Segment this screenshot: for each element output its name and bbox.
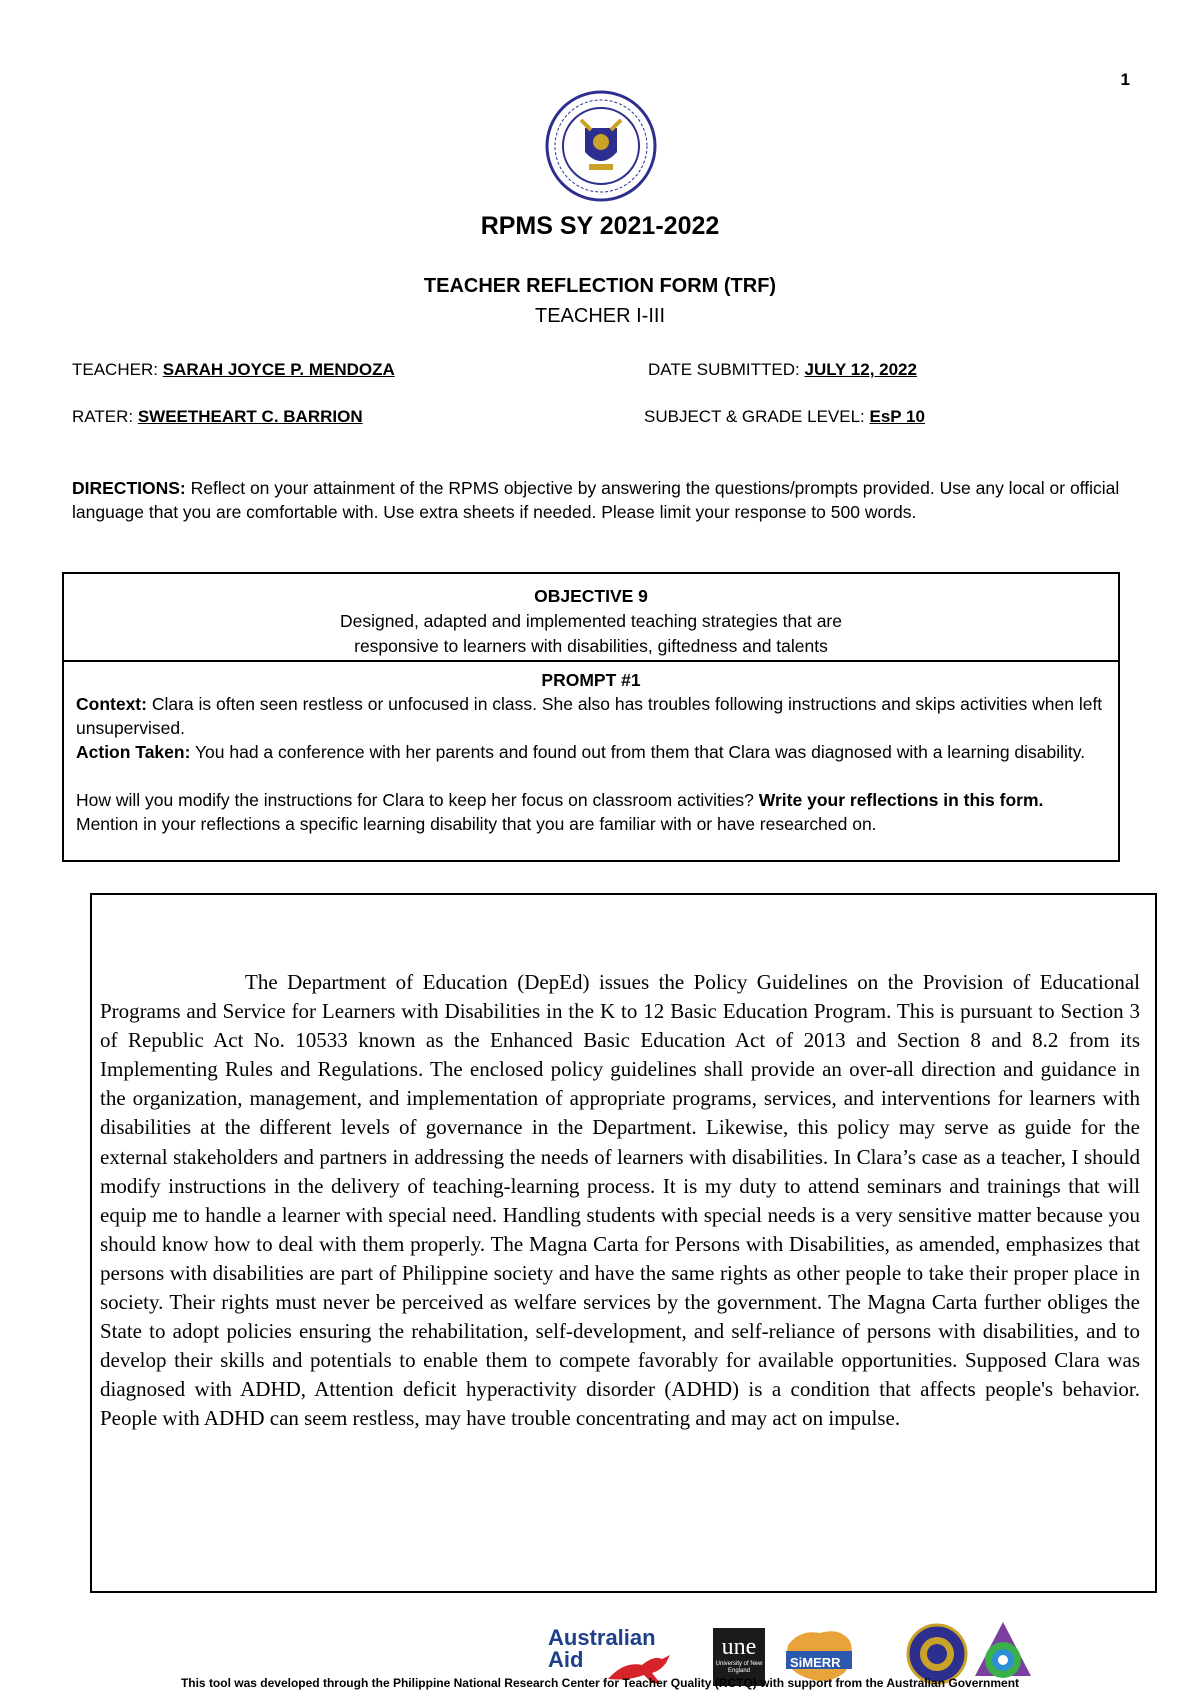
footer-credit: This tool was developed through the Philippine National Research Center for Teacher Quality (RCTQ) with support from the Australian Government	[180, 1676, 1020, 1690]
aus-line-1: Australian	[548, 1625, 656, 1650]
prompt-action	[76, 740, 1106, 764]
objective-line-2: responsive to learners with disabilities, giftedness and talents	[354, 636, 828, 656]
form-name: TEACHER REFLECTION FORM (TRF)	[423, 275, 777, 297]
page-number: 1	[1120, 70, 1130, 89]
rctq-logo	[973, 1620, 1033, 1684]
objective-box	[62, 572, 1120, 862]
question-bold: Write your reflections in this form.	[758, 790, 1044, 810]
page-title: RPMS SY 2021-2022	[480, 212, 720, 240]
subject-value: EsP 10	[869, 407, 925, 426]
deped-seal-logo	[545, 90, 657, 202]
aus-line-2: Aid	[548, 1647, 584, 1672]
smerr-word: SiMERR	[790, 1655, 841, 1670]
une-word: une	[721, 1634, 757, 1660]
objective-heading: OBJECTIVE 9	[534, 586, 648, 606]
rater-field	[72, 407, 363, 427]
directions	[72, 476, 1132, 524]
teacher-label: TEACHER:	[72, 360, 158, 379]
context-label: Context:	[76, 694, 147, 714]
date-label: DATE SUBMITTED:	[648, 360, 800, 379]
context-text: Clara is often seen restless or unfocused in class. She also has troubles following instructions and skips activities when left unsupervised.	[76, 694, 1103, 738]
teacher-value: SARAH JOYCE P. MENDOZA	[162, 360, 395, 379]
objective-line-1: Designed, adapted and implemented teaching strategies that are	[340, 611, 842, 631]
question-tail: Mention in your reflections a specific learning disability that you are familiar with or have researched on.	[76, 814, 877, 834]
response-box	[90, 893, 1157, 1593]
prompt-question	[76, 788, 1106, 836]
directions-text: Reflect on your attainment of the RPMS objective by answering the questions/prompts provided. Use any local or official language that you are comfortable with. Use extra sheets if needed. Please limit your response to 500 words.	[72, 478, 1120, 522]
action-text: You had a conference with her parents and found out from them that Clara was diagnosed with a learning disability.	[190, 742, 1086, 762]
rater-label: RATER:	[72, 407, 134, 426]
directions-label: DIRECTIONS:	[72, 478, 186, 498]
response-text: The Department of Education (DepEd) issues the Policy Guidelines on the Provision of Educational Programs and Service for Learners with Disabilities in the K to 12 Basic Education Program. This is pursuant to Section 3 of Republic Act No. 10533 known as the Enhanced Basic Education Act of 2013 and Section 8 and 8.2 from its Implementing Rules and Regulations. The enclosed policy guidelines shall provide an over-all direction and guidance in the organization, management, and implementation of appropriate programs, services, and interventions for learners with disabilities at the different levels of governance in the Department. Likewise, this policy may serve as guide for the external stakeholders and partners in addressing the needs of learners with disabilities. In Clara’s case as a teacher, I should modify instructions in the delivery of teaching-learning process. It is my duty to attend seminars and trainings that will equip me to handle a learner with special need. Handling students with special needs is a very sensitive matter because you should know how to deal with them properly. The Magna Carta for Persons with Disabilities, as amended, emphasizes that persons with disabilities are part of Philippine society and have the same rights as other people to take their proper place in society. Their rights must never be perceived as welfare services by the government. The Magna Carta further obliges the State to adopt policies ensuring the rehabilitation, self-development, and self-reliance of persons with disabilities, and to develop their skills and potentials to enable them to compete favorably for available opportunities. Supposed Clara was diagnosed with ADHD, Attention deficit hyperactivity disorder (ADHD) is a condition that affects people's behavior. People with ADHD can seem restless, may have trouble concentrating and may act on impulse.	[100, 970, 1140, 1431]
subject-label: SUBJECT & GRADE LEVEL:	[644, 407, 865, 426]
prompt-context	[76, 692, 1106, 740]
date-field	[648, 360, 917, 380]
une-sub: University of New England	[715, 1661, 763, 1674]
prompt-section	[64, 662, 1118, 836]
rater-value: SWEETHEART C. BARRION	[137, 407, 363, 426]
prompt-heading: PROMPT #1	[541, 670, 641, 690]
action-label: Action Taken:	[76, 742, 191, 762]
question-text: How will you modify the instructions for Clara to keep her focus on classroom activities?	[76, 790, 759, 810]
date-value: JULY 12, 2022	[804, 360, 917, 379]
subject-field	[644, 407, 925, 427]
teacher-field	[72, 360, 395, 380]
objective-header	[64, 574, 1118, 662]
teacher-level: TEACHER I-III	[534, 305, 665, 327]
